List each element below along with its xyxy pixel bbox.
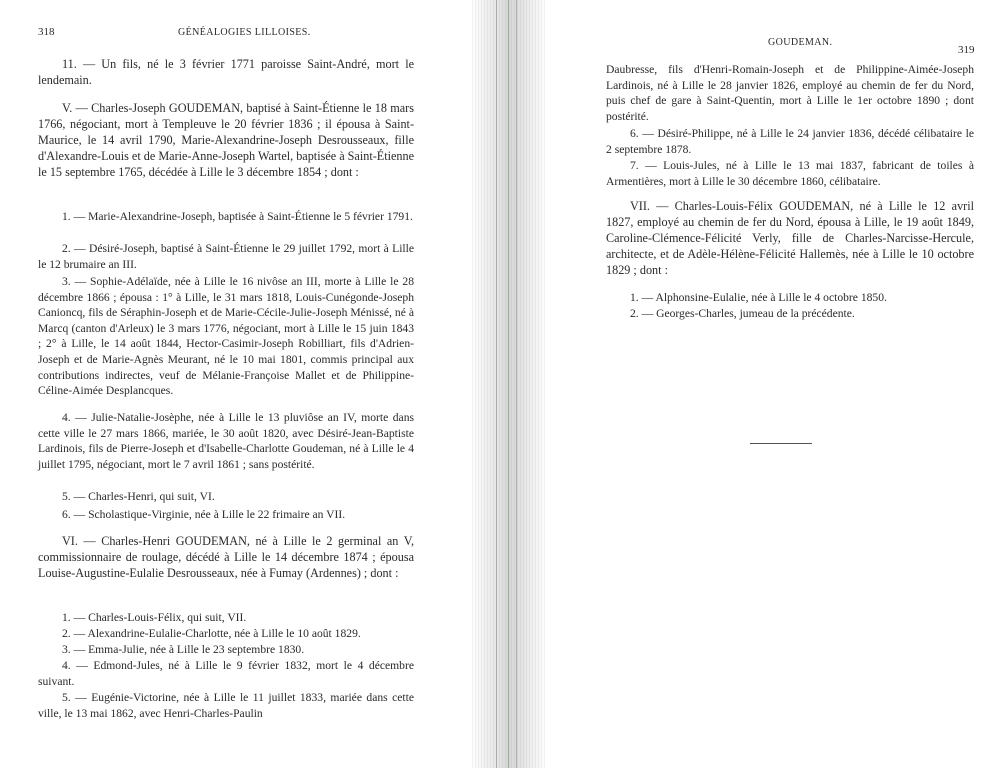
paragraph-generation-v: V. — Charles-Joseph GOUDEMAN, baptisé à Saint-Étienne le 18 mars 1766, négociant, mort à Templeuve le 20 février 1836 ; il épousa à Saint-Maurice, le 14 avril 1790, Marie-Alexandrine-Joseph Desrousseaux, fille d'Alexandre-Louis et de Marie-Anne-Joseph Wartel, baptisée à Saint-Étienne le 15 septembre 1765, décédée à Lille le 3 décembre 1854 ; dont : bbox=[38, 101, 414, 179]
list-item: 6. — Désiré-Philippe, né à Lille le 24 janvier 1836, décédé célibataire le 2 septembre 1878. bbox=[606, 127, 974, 156]
section-end-rule bbox=[750, 443, 812, 444]
list-item: 2. — Alexandrine-Eulalie-Charlotte, née à Lille le 10 août 1829. bbox=[62, 627, 361, 640]
list-item: 2. — Désiré-Joseph, baptisé à Saint-Étienne le 29 juillet 1792, mort à Lille le 12 brumaire an III. bbox=[38, 242, 414, 271]
paragraph-fils-11: 11. — Un fils, né le 3 février 1771 paroisse Saint-André, mort le lendemain. bbox=[38, 57, 414, 87]
list-item: 3. — Sophie-Adélaïde, née à Lille le 16 nivôse an III, morte à Lille le 28 décembre 1866 ; épousa : 1° à Lille, le 31 mars 1818, Louis-Cunégonde-Joseph Canioncq, fils de Séraphin-Joseph et de Marie-Cécile-Julie-Joseph Ménissé, né à Marcq (canton d'Arleux) le 3 mars 1776, négociant, mort à Lille le 15 juin 1843 ; 2° à Lille, le 14 août 1844, Hector-Casimir-Joseph Robilliart, fils d'Adrien-Joseph et de Marie-Agnès Meurant, né le 10 mai 1801, commis principal aux contributions indirectes, veuf de Mélanie-Françoise Mallet et de Philippine-Céline-Aimée Desplancques. bbox=[38, 275, 414, 398]
list-item: 5. — Charles-Henri, qui suit, VI. bbox=[62, 490, 215, 503]
paragraph-continuation: Daubresse, fils d'Henri-Romain-Joseph et de Philippine-Aimée-Joseph Lardinois, né à Lille le 28 janvier 1826, employé au chemin de fer du Nord, puis chef de gare à Saint-Quentin, mort à Lille le 1er octobre 1890 ; dont postérité. bbox=[606, 63, 974, 123]
right-page bbox=[560, 0, 1003, 768]
list-item: 4. — Julie-Natalie-Josèphe, née à Lille le 13 pluviôse an IV, morte dans cette ville le 27 mars 1866, mariée, le 30 août 1820, avec Désiré-Jean-Baptiste Lardinois, fils de Pierre-Joseph et d'Isabelle-Charlotte Goudeman, né à Lille le 4 juillet 1795, négociant, mort le 7 avril 1861 ; sans postérité. bbox=[38, 411, 414, 471]
list-item: 2. — Georges-Charles, jumeau de la précédente. bbox=[630, 307, 855, 320]
book-gutter bbox=[472, 0, 546, 768]
list-item: 7. — Louis-Jules, né à Lille le 13 mai 1837, fabricant de toiles à Armentières, mort à Lille le 30 décembre 1860, célibataire. bbox=[606, 159, 974, 188]
list-item: 1. — Marie-Alexandrine-Joseph, baptisée à Saint-Étienne le 5 février 1791. bbox=[62, 210, 413, 223]
list-item: 1. — Charles-Louis-Félix, qui suit, VII. bbox=[62, 611, 247, 624]
list-item: 6. — Scholastique-Virginie, née à Lille le 22 frimaire an VII. bbox=[62, 508, 346, 521]
running-header: GOUDEMAN. bbox=[768, 37, 833, 48]
paragraph-generation-vi: VI. — Charles-Henri GOUDEMAN, né à Lille le 2 germinal an V, commissionnaire de roulage, décédé à Lille le 14 décembre 1874 ; épousa Louise-Augustine-Eulalie Desrousseaux, née à Fumay (Ardennes) ; dont : bbox=[38, 534, 414, 580]
list-item: 4. — Edmond-Jules, né à Lille le 9 février 1832, mort le 4 décembre suivant. bbox=[38, 659, 414, 688]
page-number: 319 bbox=[958, 44, 975, 56]
list-item: 3. — Emma-Julie, née à Lille le 23 septembre 1830. bbox=[62, 643, 305, 656]
left-page bbox=[0, 0, 470, 768]
list-item: 1. — Alphonsine-Eulalie, née à Lille le 4 octobre 1850. bbox=[630, 291, 887, 304]
paragraph-generation-vii: VII. — Charles-Louis-Félix GOUDEMAN, né à Lille le 12 avril 1827, employé au chemin de fer du Nord, épousa à Lille, le 19 août 1849, Caroline-Clémence-Félicité Verly, fille de Charles-Narcisse-Hercule, architecte, et de Adèle-Hélène-Félicité Hallemès, née à Lille le 10 octobre 1829 ; dont : bbox=[606, 199, 974, 277]
list-item: 5. — Eugénie-Victorine, née à Lille le 11 juillet 1833, mariée dans cette ville, le 13 mai 1862, avec Henri-Charles-Paulin bbox=[38, 691, 414, 720]
running-header: GÉNÉALOGIES LILLOISES. bbox=[178, 27, 311, 38]
page-number: 318 bbox=[38, 26, 55, 38]
